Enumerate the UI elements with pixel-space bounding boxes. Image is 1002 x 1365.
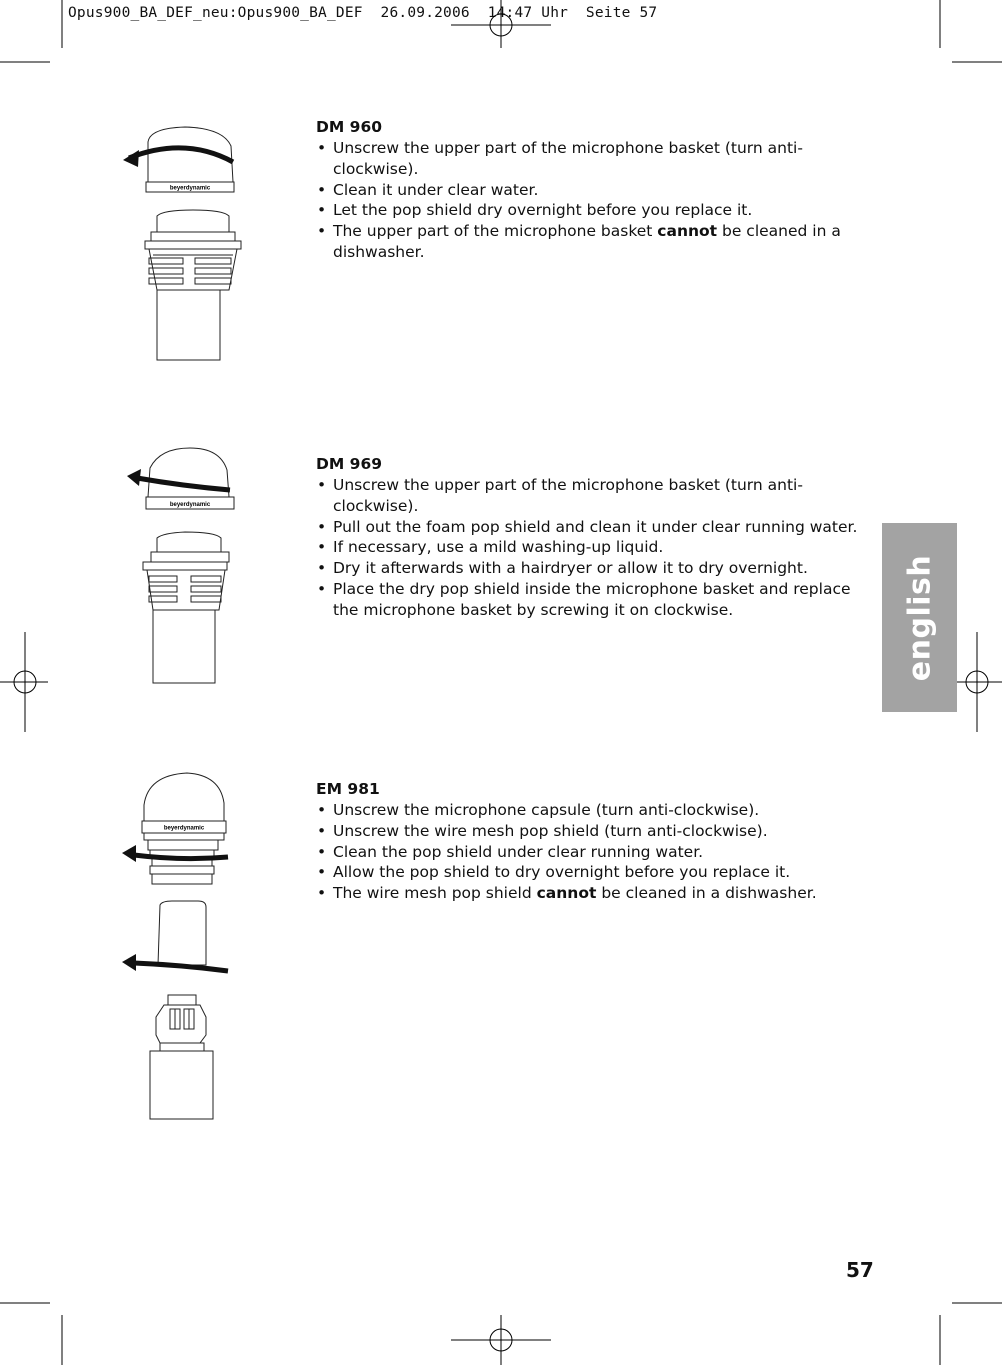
registration-mark-bottom: [451, 1315, 551, 1365]
section-title: EM 981: [316, 780, 380, 798]
registration-mark-top: [451, 0, 551, 48]
item-text: The wire mesh pop shield: [333, 884, 537, 903]
emphasis-word: cannot: [536, 884, 597, 903]
em981-illustration: [112, 765, 242, 1125]
list-item: • Unscrew the microphone capsule (turn anti-clockwise).: [316, 800, 876, 821]
list-item: • If necessary, use a mild washing-up liquid.: [316, 537, 876, 558]
dm969-illustration: [115, 440, 245, 690]
item-text: be cleaned in a dishwasher.: [596, 884, 817, 903]
list-item: • Unscrew the upper part of the microphone basket (turn anti-clockwise).: [316, 475, 876, 517]
list-item: • Clean it under clear water.: [316, 180, 876, 201]
list-item: • Dry it afterwards with a hairdryer or allow it to dry overnight.: [316, 558, 876, 579]
item-text: be cleaned in a dishwasher.: [333, 222, 841, 261]
language-label: english: [902, 554, 937, 681]
list-item: [316, 883, 876, 904]
section-em981: [316, 779, 876, 904]
language-tab: [882, 523, 957, 712]
registration-mark-left: [0, 632, 48, 732]
list-item: • Let the pop shield dry overnight before you replace it.: [316, 200, 876, 221]
registration-mark-right: [954, 632, 1002, 732]
printer-slug: Opus900_BA_DEF_neu:Opus900_BA_DEF 26.09.2006 14:47 Uhr Seite 57: [68, 5, 658, 21]
list-item: • Place the dry pop shield inside the microphone basket and replace the microphone basket by screwing it on clockwise.: [316, 579, 876, 621]
instruction-list: [316, 800, 876, 904]
brand-logo: beyerdynamic: [169, 502, 211, 508]
section-dm969: [316, 454, 876, 621]
list-item: • Clean the pop shield under clear running water.: [316, 842, 876, 863]
dm960-illustration: [115, 120, 245, 365]
section-title: DM 960: [316, 118, 383, 136]
section-title: DM 969: [316, 455, 383, 473]
list-item: • Unscrew the wire mesh pop shield (turn anti-clockwise).: [316, 821, 876, 842]
page-number: 57: [846, 1258, 874, 1282]
item-text: The upper part of the microphone basket: [333, 222, 658, 241]
section-dm960: [316, 117, 876, 263]
brand-logo: beyerdynamic: [169, 185, 211, 192]
brand-logo: beyerdynamic: [163, 825, 205, 832]
list-item: • Pull out the foam pop shield and clean it under clear running water.: [316, 517, 876, 538]
list-item: • Unscrew the upper part of the microphone basket (turn anti-clockwise).: [316, 138, 876, 180]
list-item: • Allow the pop shield to dry overnight before you replace it.: [316, 862, 876, 883]
list-item: [316, 221, 876, 263]
instruction-list: [316, 138, 876, 263]
instruction-list: [316, 475, 876, 621]
emphasis-word: cannot: [657, 222, 718, 241]
